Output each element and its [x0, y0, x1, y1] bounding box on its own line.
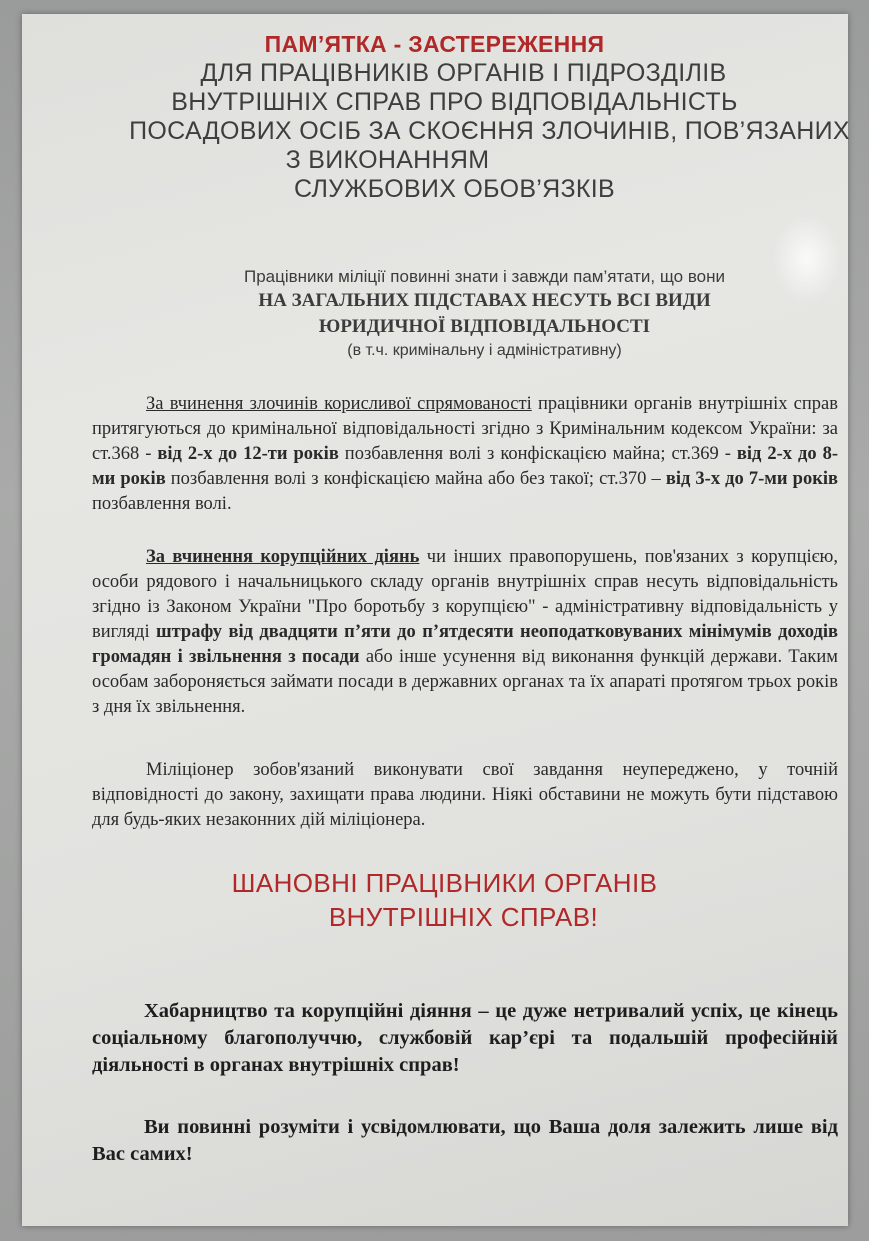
- paragraph1-lead: За вчинення злочинів корисливої спрямованості: [146, 394, 532, 414]
- paragraph1-text-2: позбавлення волі з конфіскацією майна; ст.369 -: [338, 444, 737, 464]
- title-line-6: СЛУЖБОВИХ ОБОВ’ЯЗКІВ: [293, 175, 615, 203]
- appeal-heading: [0, 866, 869, 934]
- title-line-5: З ВИКОНАННЯМ: [285, 146, 490, 174]
- intro-line-3: ЮРИДИЧНОЇ ВІДПОВІДАЛЬНОСТІ: [318, 316, 651, 337]
- paragraph2-text-2: або інше усунення від виконання функцій держави. Таким особам забороняється займати посади в державних органах та їх апараті протягом трьох років з дня їх звільнення.: [92, 647, 838, 717]
- paragraph1-bold-3: від 3-х до 7-ми років: [665, 469, 838, 489]
- intro-block: [0, 266, 869, 362]
- paragraph1-text-3: позбавлення волі з конфіскацією майна або без такої; ст.370 –: [165, 469, 666, 489]
- paragraph2-bold-1: штрафу від двадцяти п’яти до п’ятдесяти неоподатковуваних мінімумів доходів громадян і звільнення з посади: [92, 622, 839, 667]
- paragraph-corruption: [92, 545, 838, 720]
- paragraph2-text-1: чи інших правопорушень, пов'язаних з корупцією, особи рядового і начальницького складу органів внутрішніх справ несуть відповідальність згідно із Законом України "Про боротьбу з корупцією" - адміністративну відповідальність у вигляді: [92, 547, 838, 642]
- title-line-2: ДЛЯ ПРАЦІВНИКІВ ОРГАНІВ І ПІДРОЗДІЛІВ: [200, 59, 727, 87]
- intro-line-4: (в т.ч. кримінальну і адміністративну): [347, 342, 622, 359]
- paragraph1-text-1: працівники органів внутрішніх справ притягуються до кримінальної відповідальності згідно з Кримінальним кодексом України: за ст.368 -: [92, 394, 838, 464]
- title-line-1: ПАМ’ЯТКА - ЗАСТЕРЕЖЕННЯ: [264, 31, 605, 57]
- paragraph-duties: Міліціонер зобов'язаний виконувати свої завдання неупереджено, у точній відповідності до закону, захищати права людини. Ніякі обставини не можуть бути підставою для будь-яких незаконних дій міліціонера.: [92, 760, 838, 830]
- paragraph1-bold-2: від 2-х до 8-ми років: [92, 444, 839, 489]
- paragraph-criminal-liability: [92, 392, 838, 517]
- closing-paragraph-2: Ви повинні розуміти і усвідомлювати, що Ваша доля залежить лише від Вас самих!: [92, 1116, 838, 1165]
- closing-paragraph-1: Хабарництво та корупційні діяння – це дуже нетривалий успіх, це кінець соціальному благополуччю, службовій кар’єрі та подальшій професійній діяльності в органах внутрішніх справ!: [92, 1000, 838, 1076]
- poster-title: [0, 30, 869, 204]
- paragraph1-bold-1: від 2-х до 12-ти років: [157, 444, 339, 464]
- appeal-heading-line-1: ШАНОВНІ ПРАЦІВНИКИ ОРГАНІВ: [231, 868, 658, 898]
- title-line-3: ВНУТРІШНІХ СПРАВ ПРО ВІДПОВІДАЛЬНІСТЬ: [171, 88, 738, 116]
- intro-line-1: Працівники міліції повинні знати і завжди пам’ятати, що вони: [243, 267, 726, 286]
- intro-line-2: НА ЗАГАЛЬНИХ ПІДСТАВАХ НЕСУТЬ ВСІ ВИДИ: [258, 290, 711, 311]
- appeal-heading-line-2: ВНУТРІШНІХ СПРАВ!: [328, 902, 599, 932]
- title-line-4: ПОСАДОВИХ ОСІБ ЗА СКОЄННЯ ЗЛОЧИНІВ, ПОВ’ЯЗАНИХ: [129, 117, 850, 145]
- paragraph1-text-4: позбавлення волі.: [92, 494, 232, 514]
- paragraph2-lead: За вчинення корупційних діянь: [146, 547, 420, 567]
